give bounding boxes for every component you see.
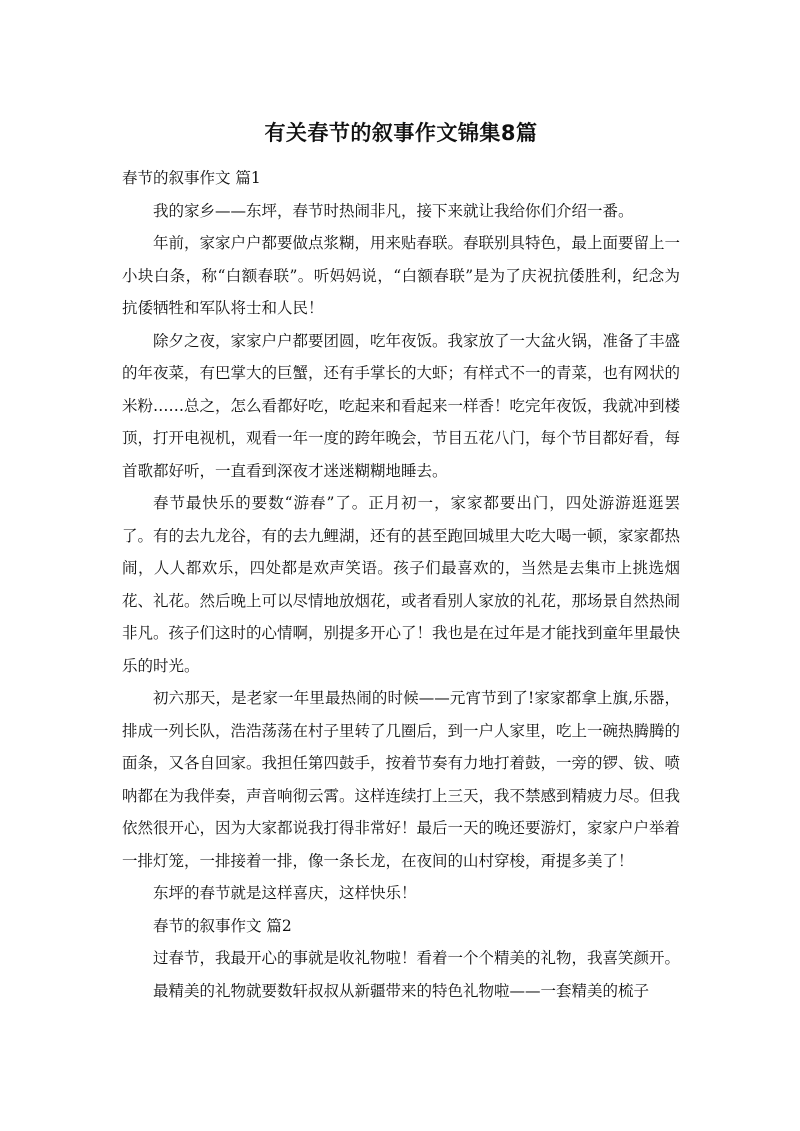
section-heading: 春节的叙事作文 篇2 xyxy=(153,916,292,935)
paragraph: 过春节，我最开心的事就是收礼物啦！看着一个个精美的礼物，我喜笑颜开。 xyxy=(153,949,681,967)
section-heading: 春节的叙事作文 篇1 xyxy=(122,169,261,187)
paragraph: 春节最快乐的要数“游春”了。正月初一，家家都要出门，四处游游逛逛罢了。有的去九龙谷，有的去九鲤湖，还有的甚至跑回城里大吃大喝一顿，家家都热闹，人人都欢乐，四处都是欢声笑语。孩子们最喜欢的，当然是去集市上挑选烟花、礼花。然后晚上可以尽情地放烟花，或者看别人家放的礼花，那场景自然热闹非凡。孩子们这时的心情啊，别提多开心了！我也是在过年是才能找到童年里最快乐的时光。 xyxy=(122,494,681,675)
paragraph: 最精美的礼物就要数轩叔叔从新疆带来的特色礼物啦——一套精美的梳子 xyxy=(153,981,650,1000)
paragraph: 我的家乡——东坪，春节时热闹非凡，接下来就让我给你们介绍一番。 xyxy=(153,201,634,220)
paragraph: 除夕之夜，家家户户都要团圆，吃年夜饭。我家放了一大盆火锅，准备了丰盛的年夜菜，有巴掌大的巨蟹，还有手掌长的大虾；有样式不一的青菜，也有网状的米粉……总之，怎么看都好吃，吃起来和看起来一样香！吃完年夜饭，我就冲到楼顶，打开电视机，观看一年一度的跨年晚会，节目五花八门，每个节目都好看，每首歌都好听，一直看到深夜才迷迷糊糊地睡去。 xyxy=(122,331,681,480)
paragraph: 初六那天，是老家一年里最热闹的时候——元宵节到了!家家都拿上旗,乐器，排成一列长队，浩浩荡荡在村子里转了几圈后，到一户人家里，吃上一碗热腾腾的面条，又各自回家。我担任第四鼓手，按着节奏有力地打着鼓，一旁的锣、钹、喷呐都在为我伴奏，声音响彻云霄。这样连续打上三天，我不禁感到精疲力尽。但我依然很开心，因为大家都说我打得非常好！最后一天的晚还要游灯，家家户户举着一排灯笼，一排接着一排，像一条长龙，在夜间的山村穿梭，甭提多美了！ xyxy=(122,689,681,870)
document-title: 有关春节的叙事作文锦集8篇 xyxy=(264,121,538,145)
essay-section-1 xyxy=(122,162,680,910)
paragraph: 年前，家家户户都要做点浆糊，用来贴春联。春联别具特色，最上面要留上一小块白条，称“白额春联”。听妈妈说，“白额春联”是为了庆祝抗倭胜利，纪念为抗倭牺牲和军队将士和人民！ xyxy=(122,234,681,317)
essay-section-2 xyxy=(122,910,680,1008)
paragraph: 东坪的春节就是这样喜庆，这样快乐！ xyxy=(153,884,417,902)
